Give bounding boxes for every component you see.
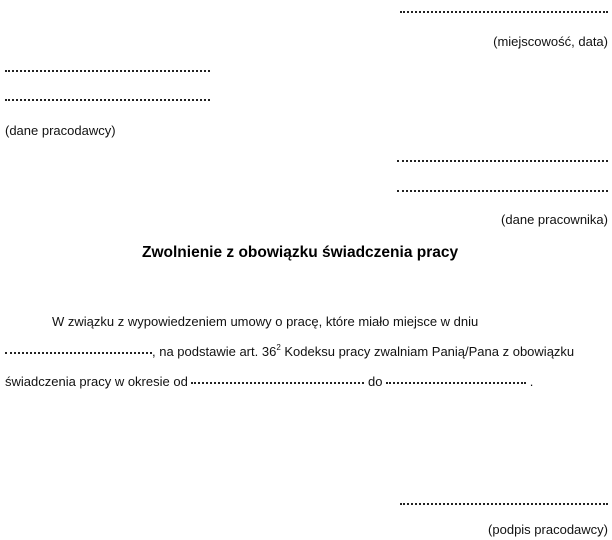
employer-data-field-1[interactable] <box>5 70 210 72</box>
body-line-2-text-b: Kodeksu pracy zwalniam Panią/Pana z obowiązku <box>280 344 575 359</box>
period-from-field[interactable] <box>191 382 364 384</box>
notice-date-field[interactable] <box>5 352 152 354</box>
employer-data-field-2[interactable] <box>5 99 210 101</box>
body-line-1-text: W związku z wypowiedzeniem umowy o pracę, które miało miejsce w dniu <box>52 314 479 329</box>
employer-data-label: (dane pracodawcy) <box>5 123 116 138</box>
period-to-field[interactable] <box>386 382 526 384</box>
employee-data-field-1[interactable] <box>397 160 608 162</box>
place-date-label: (miejscowość, data) <box>493 34 608 49</box>
employer-signature-label: (podpis pracodawcy) <box>488 522 608 537</box>
body-line-3-text-start: świadczenia pracy w okresie od <box>5 374 192 389</box>
body-line-2 <box>5 344 574 359</box>
body-line-3-text-end: . <box>526 374 534 389</box>
article-superscript: 2 <box>276 343 281 352</box>
employer-signature-field[interactable] <box>400 503 608 505</box>
employee-data-label: (dane pracownika) <box>501 212 608 227</box>
body-line-3-text-middle: do <box>364 374 387 389</box>
body-line-2-text-a: , na podstawie art. 36 <box>152 344 277 359</box>
body-line-1 <box>52 314 478 329</box>
document-title: Zwolnienie z obowiązku świadczenia pracy <box>142 244 459 261</box>
body-line-3 <box>5 374 533 389</box>
employee-data-field-2[interactable] <box>397 190 608 192</box>
place-date-field[interactable] <box>400 11 608 13</box>
